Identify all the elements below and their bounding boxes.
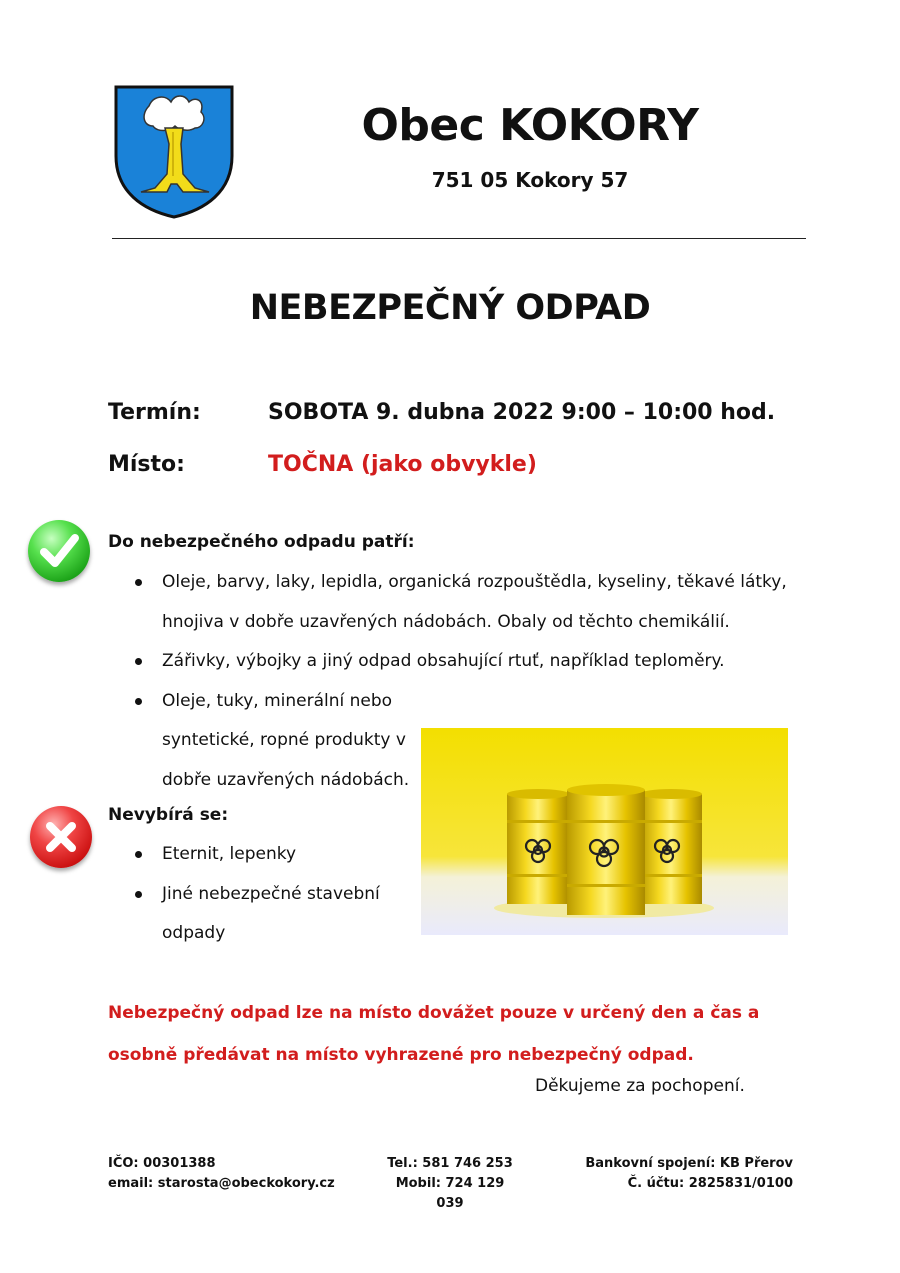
- warning-text: Nebezpečný odpad lze na místo dovážet pouze v určený den a čas a osobně předávat na místo vyhrazené pro nebezpečný odpad.: [108, 1003, 760, 1065]
- list-item: Oleje, tuky, minerální nebo syntetické, ropné produkty v dobře uzavřených nádobách.: [108, 682, 442, 801]
- footer-ico: IČO: 00301388: [108, 1156, 216, 1171]
- barrels-image: [421, 728, 788, 935]
- cross-icon: [30, 806, 92, 868]
- check-icon: [28, 520, 90, 582]
- coat-of-arms-icon: [113, 84, 235, 220]
- municipality-name: Obec KOKORY: [361, 100, 699, 151]
- accepted-heading: Do nebezpečného odpadu patří:: [108, 532, 415, 552]
- thanks-text: Děkujeme za pochopení.: [535, 1076, 745, 1096]
- footer-account: Č. účtu: 2825831/0100: [627, 1176, 793, 1191]
- date-value: SOBOTA 9. dubna 2022 9:00 – 10:00 hod.: [268, 400, 776, 425]
- footer-email: email: starosta@obeckokory.cz: [108, 1176, 335, 1191]
- date-label: Termín:: [108, 400, 201, 425]
- header-divider: [112, 238, 806, 239]
- list-item: Eternit, lepenky: [108, 835, 418, 875]
- rejected-heading: Nevybírá se:: [108, 805, 229, 825]
- footer-mobil: Mobil: 724 129 039: [395, 1176, 505, 1211]
- rejected-list: [108, 835, 418, 954]
- municipality-address: 751 05 Kokory 57: [431, 168, 629, 192]
- footer-bank: [560, 1154, 793, 1194]
- list-item: Jiné nebezpečné stavební odpady: [108, 875, 392, 954]
- footer-bank-name: Bankovní spojení: KB Přerov: [585, 1156, 793, 1171]
- list-item: Zářivky, výbojky a jiný odpad obsahující rtuť, například teploměry.: [108, 642, 808, 682]
- notice-title: NEBEZPEČNÝ ODPAD: [249, 288, 651, 328]
- footer-contact-left: [108, 1154, 335, 1194]
- place-value: TOČNA (jako obvykle): [268, 452, 537, 477]
- place-label: Místo:: [108, 452, 185, 477]
- footer-contact-phones: [380, 1154, 520, 1214]
- list-item: Oleje, barvy, laky, lepidla, organická rozpouštědla, kyseliny, těkavé látky, hnojiva v dobře uzavřených nádobách. Obaly od těchto chemikálií.: [108, 563, 808, 642]
- footer-tel: Tel.: 581 746 253: [387, 1156, 513, 1171]
